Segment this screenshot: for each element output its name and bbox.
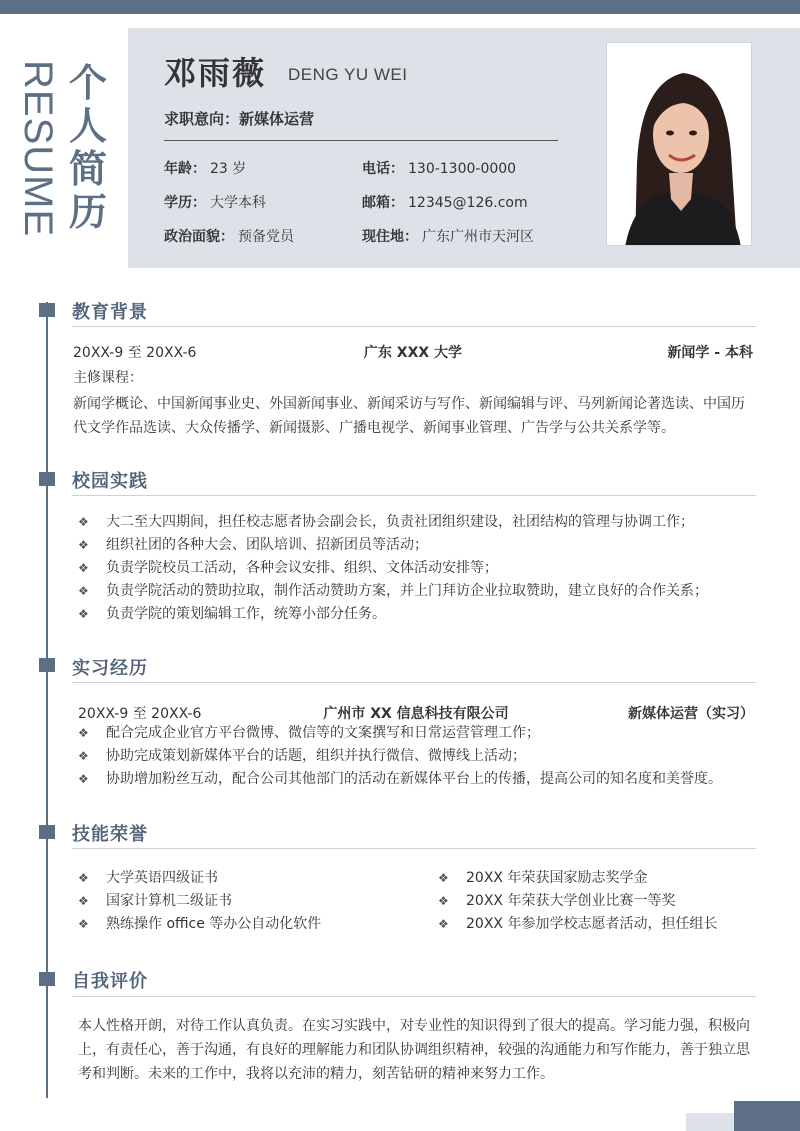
courses-label: 主修课程： bbox=[73, 370, 143, 386]
info-phone bbox=[362, 158, 516, 178]
section-title-internship: 实习经历 bbox=[72, 658, 148, 679]
bullet-icon: ❖ bbox=[78, 561, 89, 575]
list-item-text: 协助完成策划新媒体平台的话题，组织并执行微信、微博线上活动； bbox=[106, 748, 526, 764]
skills-list-left bbox=[78, 867, 418, 936]
bullet-icon: ❖ bbox=[438, 894, 449, 908]
section-marker bbox=[39, 303, 55, 317]
list-item bbox=[438, 913, 758, 936]
info-value: 大学本科 bbox=[210, 195, 266, 211]
section-marker bbox=[39, 472, 55, 486]
list-item-text: 大二至大四期间，担任校志愿者协会副会长，负责社团组织建设，社团结构的管理与协调工作； bbox=[106, 514, 694, 530]
info-education bbox=[164, 192, 266, 212]
bullet-icon: ❖ bbox=[438, 871, 449, 885]
profile-photo bbox=[606, 42, 752, 246]
list-item bbox=[78, 768, 758, 791]
info-label: 学历： bbox=[164, 195, 206, 211]
footer-deco-light bbox=[686, 1113, 734, 1131]
list-item bbox=[78, 722, 758, 745]
list-item-text: 负责学院的策划编辑工作，统筹小部分任务。 bbox=[106, 606, 386, 622]
section-divider bbox=[72, 682, 756, 683]
info-value: 预备党员 bbox=[238, 229, 294, 245]
bullet-icon: ❖ bbox=[78, 584, 89, 598]
section-title-campus: 校园实践 bbox=[72, 471, 148, 492]
bullet-icon: ❖ bbox=[78, 538, 89, 552]
list-item bbox=[78, 534, 758, 557]
candidate-name-en: DENG YU WEI bbox=[288, 65, 408, 84]
top-accent-bar bbox=[0, 0, 800, 14]
info-label: 邮箱： bbox=[362, 195, 404, 211]
list-item bbox=[78, 867, 418, 890]
list-item bbox=[78, 580, 758, 603]
section-title-skills: 技能荣誉 bbox=[72, 824, 148, 845]
bullet-icon: ❖ bbox=[78, 871, 89, 885]
list-item-text: 20XX 年荣获国家励志奖学金 bbox=[466, 870, 648, 886]
info-age bbox=[164, 158, 246, 178]
job-intent-value: 新媒体运营 bbox=[239, 110, 315, 128]
section-marker bbox=[39, 825, 55, 839]
header-divider bbox=[164, 140, 558, 141]
section-divider bbox=[72, 326, 756, 327]
self-eval-text: 本人性格开朗，对待工作认真负责。在实习实践中，对专业性的知识得到了很大的提高。学习能力强，积极向上，有责任心，善于沟通，有良好的理解能力和团队协调组织精神，较强的沟通能力和写作能力，善于独立思考和判断。未来的工作中，我将以充沛的精力，刻苦钻研的精神来努力工作。 bbox=[78, 1018, 750, 1082]
info-value: 130-1300-0000 bbox=[408, 161, 517, 177]
bullet-icon: ❖ bbox=[78, 515, 89, 529]
section-title-self-eval: 自我评价 bbox=[72, 971, 148, 992]
bullet-icon: ❖ bbox=[78, 772, 89, 786]
bullet-icon: ❖ bbox=[438, 917, 449, 931]
header-panel bbox=[128, 28, 800, 268]
list-item-text: 熟练操作 office 等办公自动化软件 bbox=[106, 916, 322, 932]
bullet-icon: ❖ bbox=[78, 894, 89, 908]
bullet-icon: ❖ bbox=[78, 607, 89, 621]
info-label: 年龄： bbox=[164, 161, 206, 177]
list-item-text: 负责学院校员工活动，各种会议安排、组织、文体活动安排等； bbox=[106, 560, 498, 576]
job-intent-label: 求职意向： bbox=[164, 110, 240, 128]
section-divider bbox=[72, 996, 756, 997]
list-item-text: 20XX 年荣获大学创业比赛一等奖 bbox=[466, 893, 676, 909]
list-item bbox=[438, 890, 758, 913]
section-marker bbox=[39, 658, 55, 672]
info-residence bbox=[362, 226, 534, 246]
profile-photo-illustration bbox=[607, 43, 752, 246]
info-value: 12345@126.com bbox=[408, 195, 528, 211]
info-value: 广东广州市天河区 bbox=[422, 229, 534, 245]
info-label: 现住地： bbox=[362, 229, 418, 245]
list-item-text: 大学英语四级证书 bbox=[106, 870, 218, 886]
list-item bbox=[78, 557, 758, 580]
skills-list-right bbox=[438, 867, 758, 936]
list-item bbox=[438, 867, 758, 890]
education-school: 广东 XXX 大学 bbox=[363, 345, 463, 361]
internship-list bbox=[78, 722, 758, 791]
candidate-name: 邓雨薇 bbox=[164, 54, 267, 92]
internship-role: 新媒体运营（实习） bbox=[628, 706, 754, 722]
list-item-text: 配合完成企业官方平台微博、微信等的文案撰写和日常运营管理工作； bbox=[106, 725, 540, 741]
section-title-education: 教育背景 bbox=[72, 302, 148, 323]
resume-en-vertical: RESUME bbox=[16, 60, 60, 238]
list-item-text: 国家计算机二级证书 bbox=[106, 893, 232, 909]
internship-period: 20XX-9 至 20XX-6 bbox=[78, 706, 202, 722]
list-item-text: 组织社团的各种大会、团队培训、招新团员等活动； bbox=[106, 537, 428, 553]
info-email bbox=[362, 192, 528, 212]
section-divider bbox=[72, 495, 756, 496]
education-major: 新闻学 - 本科 bbox=[667, 345, 753, 361]
list-item-text: 负责学院活动的赞助拉取，制作活动赞助方案，并上门拜访企业拉取赞助，建立良好的合作关系； bbox=[106, 583, 708, 599]
bullet-icon: ❖ bbox=[78, 726, 89, 740]
list-item bbox=[78, 913, 418, 936]
list-item bbox=[78, 511, 758, 534]
list-item bbox=[78, 745, 758, 768]
campus-list bbox=[78, 511, 758, 626]
list-item bbox=[78, 603, 758, 626]
info-political bbox=[164, 226, 294, 246]
info-label: 电话： bbox=[362, 161, 404, 177]
info-value: 23 岁 bbox=[210, 161, 247, 177]
list-item bbox=[78, 890, 418, 913]
bullet-icon: ❖ bbox=[78, 749, 89, 763]
section-marker bbox=[39, 972, 55, 986]
courses-text: 新闻学概论、中国新闻事业史、外国新闻事业、新闻采访与写作、新闻编辑与评、马列新闻论著选读、中国历代文学作品选读、大众传播学、新闻摄影、广播电视学、新闻事业管理、广告学与公共关系学等。 bbox=[73, 396, 745, 436]
footer-deco-dark bbox=[734, 1101, 800, 1131]
internship-company: 广州市 XX 信息科技有限公司 bbox=[323, 706, 509, 722]
resume-cn-vertical: 个人简历 bbox=[68, 61, 107, 234]
list-item-text: 20XX 年参加学校志愿者活动，担任组长 bbox=[466, 916, 718, 932]
job-intent bbox=[164, 108, 314, 129]
info-label: 政治面貌： bbox=[164, 229, 234, 245]
section-divider bbox=[72, 848, 756, 849]
list-item-text: 协助增加粉丝互动，配合公司其他部门的活动在新媒体平台上的传播，提高公司的知名度和美誉度。 bbox=[106, 771, 722, 787]
education-period: 20XX-9 至 20XX-6 bbox=[73, 345, 197, 361]
bullet-icon: ❖ bbox=[78, 917, 89, 931]
